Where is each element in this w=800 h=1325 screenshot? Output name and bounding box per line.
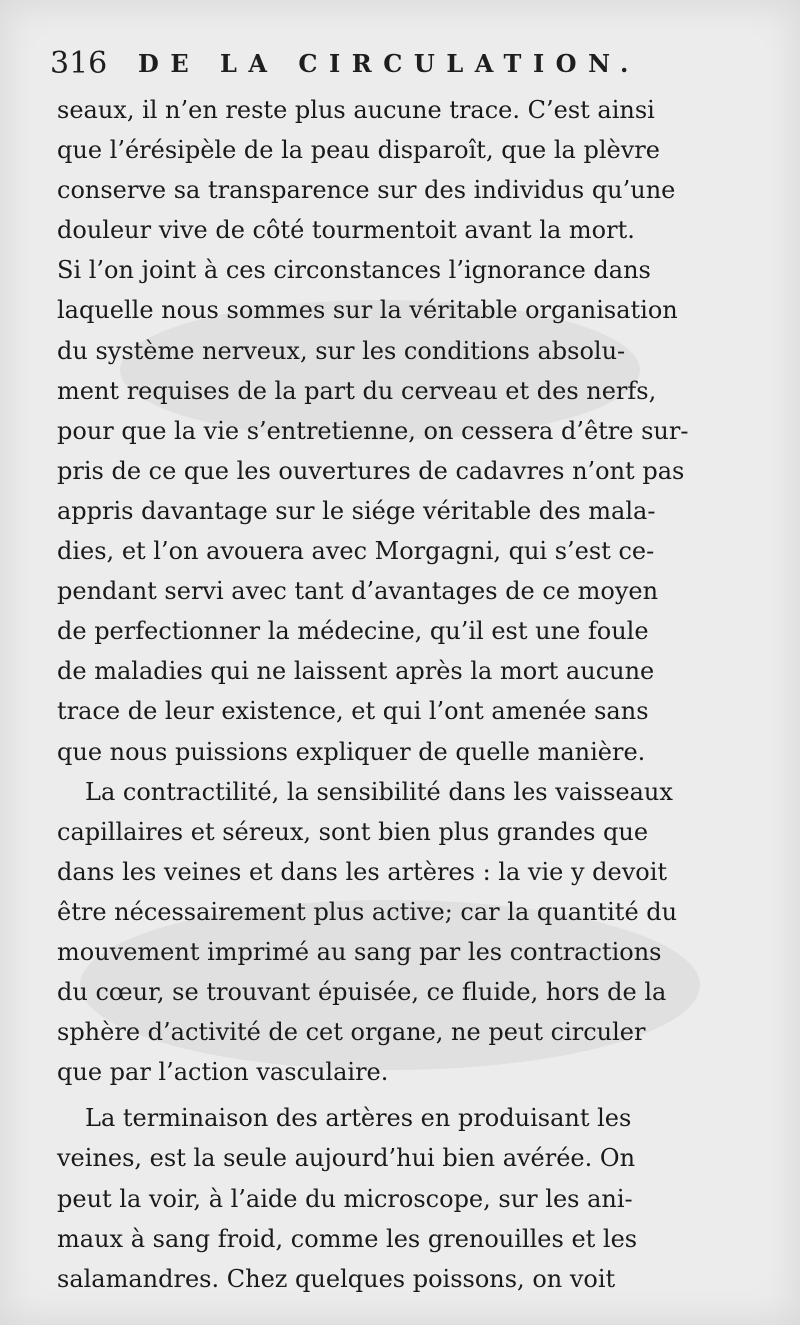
- paragraph: [57, 1098, 757, 1298]
- text-line: de maladies qui ne laissent après la mort aucune: [57, 657, 655, 686]
- text-line: La contractilité, la sensibilité dans les vaisseaux: [85, 777, 673, 806]
- text-line: du cœur, se trouvant épuisée, ce fluide, hors de la: [57, 978, 667, 1007]
- text-line: capillaires et séreux, sont bien plus grandes que: [57, 817, 649, 846]
- text-line: La terminaison des artères en produisant les: [85, 1104, 632, 1133]
- text-line: maux à sang froid, comme les grenouilles et les: [57, 1224, 638, 1253]
- text-line: du système nerveux, sur les conditions absolu-: [57, 336, 626, 365]
- paragraph: [57, 772, 757, 1093]
- text-line: sphère d’activité de cet organe, ne peut circuler: [57, 1018, 646, 1047]
- text-line: salamandres. Chez quelques poissons, on voit: [57, 1264, 616, 1293]
- text-line: veines, est la seule aujourd’hui bien avérée. On: [57, 1144, 636, 1173]
- text-line: pour que la vie s’entretienne, on cessera d’être sur-: [57, 416, 689, 445]
- text-line: que par l’action vasculaire.: [57, 1058, 389, 1087]
- text-line: pris de ce que les ouvertures de cadavres n’ont pas: [57, 456, 685, 485]
- text-line: ment requises de la part du cerveau et des nerfs,: [57, 376, 657, 405]
- text-line: seaux, il n’en reste plus aucune trace. C’est ainsi: [57, 96, 655, 124]
- page-header: [50, 42, 750, 86]
- text-line: pendant servi avec tant d’avantages de ce moyen: [57, 577, 659, 606]
- text-line: dies, et l’on avouera avec Morgagni, qui s’est ce-: [57, 537, 655, 566]
- text-line: être nécessairement plus active; car la quantité du: [57, 897, 678, 926]
- text-line: que nous puissions expliquer de quelle manière.: [57, 737, 646, 766]
- text-line: douleur vive de côté tourmentoit avant la mort.: [57, 216, 635, 245]
- text-line: appris davantage sur le siége véritable des mala-: [57, 496, 656, 525]
- text-line: de perfectionner la médecine, qu’il est une foule: [57, 617, 649, 646]
- text-line: mouvement imprimé au sang par les contractions: [57, 937, 662, 966]
- text-line: trace de leur existence, et qui l’ont amenée sans: [57, 697, 649, 726]
- text-line: peut la voir, à l’aide du microscope, sur les ani-: [57, 1184, 633, 1213]
- text-line: conserve sa transparence sur des individus qu’une: [57, 176, 676, 205]
- text-line: dans les veines et dans les artères : la vie y devoit: [57, 857, 668, 886]
- text-line: laquelle nous sommes sur la véritable organisation: [57, 296, 678, 325]
- body-text: [57, 90, 757, 1299]
- text-line: que l’érésipèle de la peau disparoît, que la plèvre: [57, 136, 660, 165]
- page-number: 316: [50, 46, 108, 81]
- paragraph: [57, 90, 757, 772]
- running-head: DE LA CIRCULATION.: [138, 49, 640, 78]
- text-line: Si l’on joint à ces circonstances l’ignorance dans: [57, 256, 651, 285]
